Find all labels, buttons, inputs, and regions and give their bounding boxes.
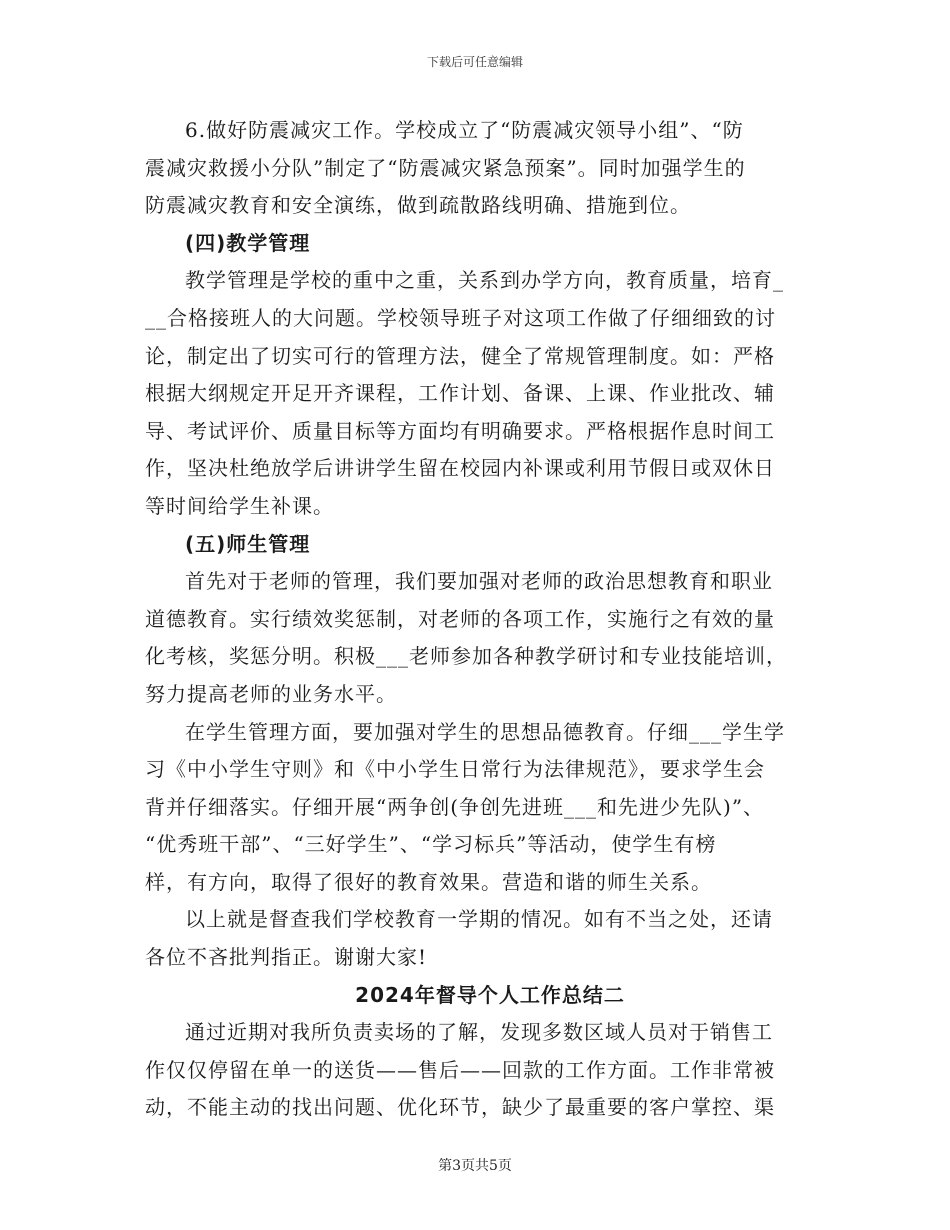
paragraph-line: 以上就是督查我们学校教育一学期的情况。如有不当之处，还请 — [185, 907, 773, 932]
paragraph-line: 教学管理是学校的重中之重，关系到办学方向，教育质量，培育_ — [185, 268, 784, 293]
page-footer-number: 第3页共5页 — [438, 1158, 512, 1174]
paragraph-line: 化考核，奖惩分明。积极___老师参加各种教学研讨和专业技能培训， — [145, 644, 787, 669]
paragraph-line: 震减灾救援小分队”制定了“防震减灾紧急预案”。同时加强学生的 — [145, 155, 746, 180]
section-heading: (五)师生管理 — [185, 531, 311, 556]
paragraph-line: 通过近期对我所负责卖场的了解，发现多数区域人员对于销售工 — [185, 1020, 773, 1045]
paragraph-line: __合格接班人的大问题。学校领导班子对这项工作做了仔细细致的讨 — [145, 305, 776, 330]
paragraph-line: 习《中小学生守则》和《中小学生日常行为法律规范》，要求学生会 — [145, 757, 765, 782]
paragraph-line: 背并仔细落实。仔细开展“两争创(争创先进班___和先进少先队)”、 — [145, 794, 765, 819]
paragraph-line: 论，制定出了切实可行的管理方法，健全了常规管理制度。如：严格 — [145, 343, 775, 368]
paragraph-line: 样，有方向，取得了很好的教育效果。营造和谐的师生关系。 — [145, 869, 712, 894]
section-heading: (四)教学管理 — [185, 230, 311, 255]
paragraph-line: 作仅仅停留在单一的送货——售后——回款的工作方面。工作非常被 — [145, 1057, 775, 1082]
paragraph-line: 道德教育。实行绩效奖惩制，对老师的各项工作，实施行之有效的量 — [145, 606, 775, 631]
paragraph-line: 努力提高老师的业务水平。 — [145, 681, 397, 706]
paragraph-line: 6.做好防震减灾工作。学校成立了“防震减灾领导小组”、“防 — [185, 118, 744, 142]
document-body — [145, 112, 805, 1127]
document-subtitle: 2024年督导个人工作总结二 — [355, 982, 625, 1007]
paragraph-line: 导、考试评价、质量目标等方面均有明确要求。严格根据作息时间工 — [145, 418, 775, 443]
paragraph-line: 在学生管理方面，要加强对学生的思想品德教育。仔细___学生学 — [185, 719, 785, 744]
paragraph-line: 等时间给学生补课。 — [145, 493, 334, 518]
paragraph-line: “优秀班干部”、“三好学生”、“学习标兵”等活动，使学生有榜 — [145, 832, 717, 857]
page-header-note: 下载后可任意编辑 — [426, 55, 523, 69]
paragraph-line: 各位不吝批判指正。谢谢大家! — [145, 945, 428, 970]
paragraph-line: 动，不能主动的找出问题、优化环节，缺少了最重要的客户掌控、渠 — [145, 1095, 775, 1120]
paragraph-line: 根据大纲规定开足开齐课程，工作计划、备课、上课、作业批改、辅 — [145, 381, 775, 406]
paragraph-line: 作，坚决杜绝放学后讲讲学生留在校园内补课或利用节假日或双休日 — [145, 456, 775, 481]
paragraph-line: 防震减灾教育和安全演练，做到疏散路线明确、措施到位。 — [145, 193, 691, 218]
paragraph-line: 首先对于老师的管理，我们要加强对老师的政治思想教育和职业 — [185, 569, 773, 594]
